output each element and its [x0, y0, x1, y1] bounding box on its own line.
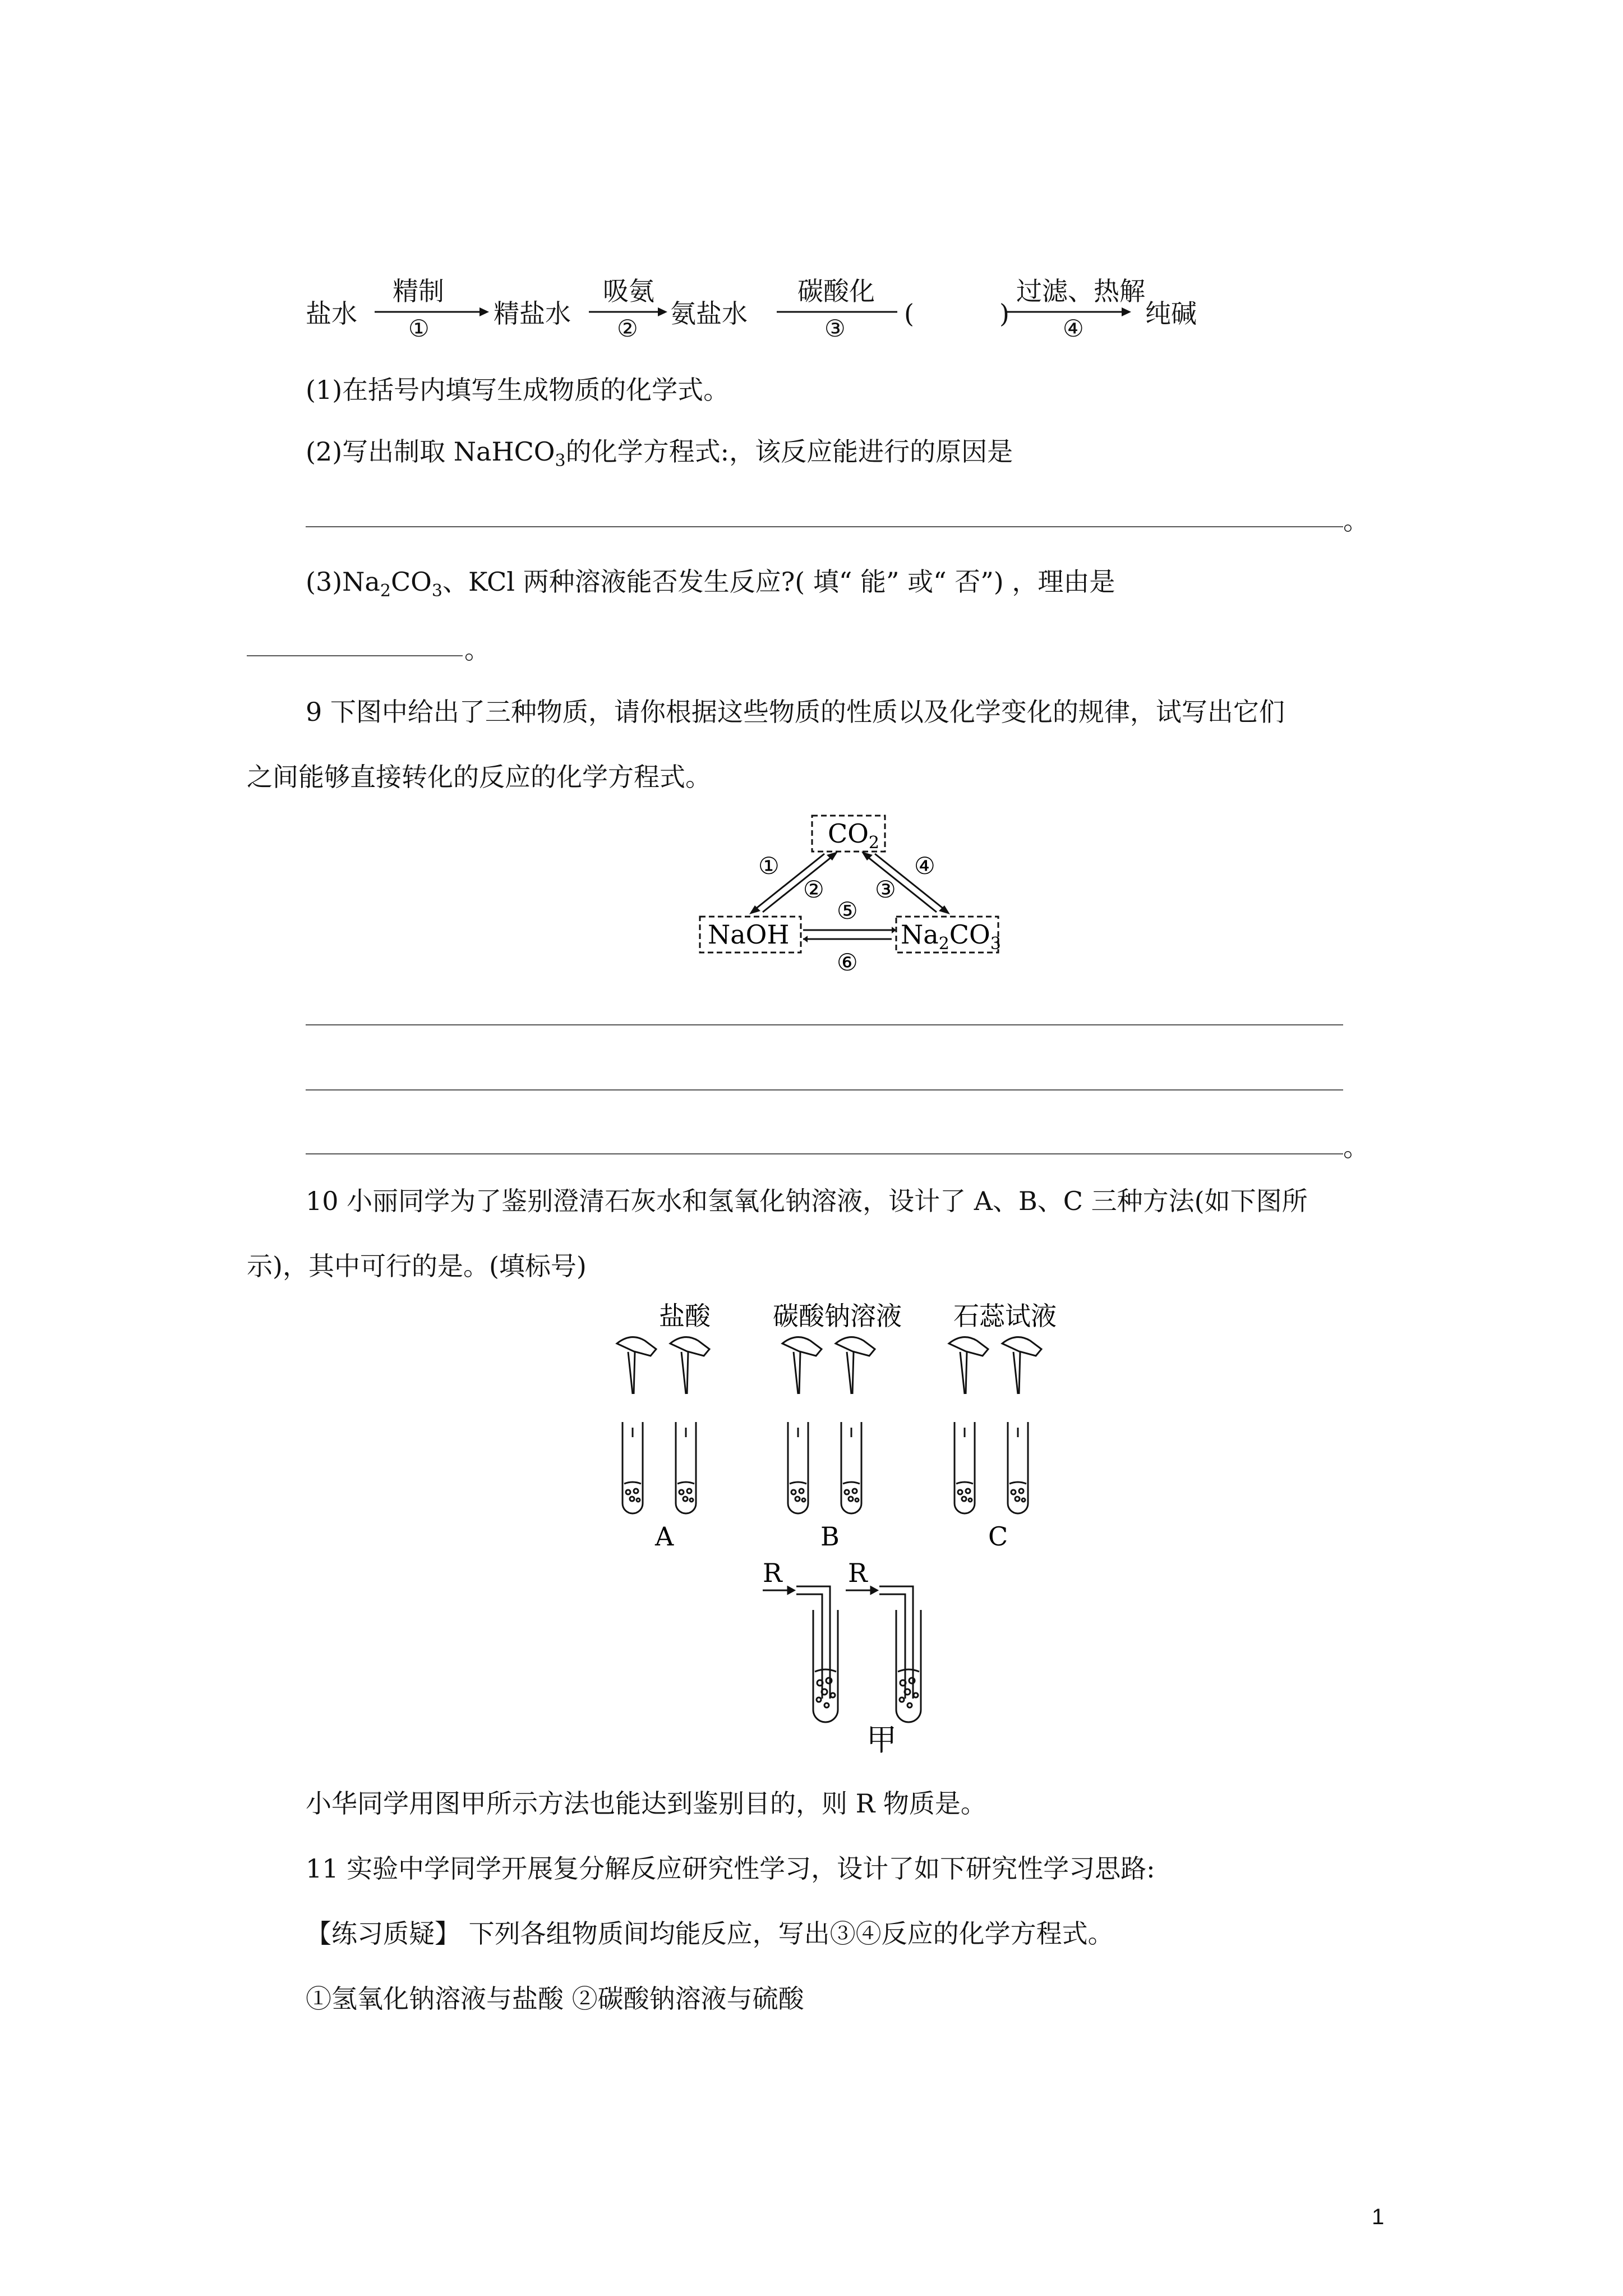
q8-part3 [306, 569, 1115, 600]
q8-part2-text-b: 的化学方程式:，该反应能进行的原因是 [565, 436, 1013, 467]
jia-r-label-2: R [848, 1558, 868, 1588]
flow-step-label-2: 吸氨 [603, 276, 654, 306]
q11-text-line-2: 【练习质疑】 下列各组物质间均能反应，写出③④反应的化学方程式。 [306, 1918, 1114, 1949]
q9-end-mark: 。 [1343, 1132, 1369, 1162]
option-label-b: B [820, 1521, 840, 1552]
q8-part3-text-b: CO [390, 567, 432, 597]
flow-item-brine: 盐水 [306, 298, 357, 329]
flow-step-label-1: 精制 [393, 276, 444, 306]
jia-r-label-1: R [763, 1558, 782, 1588]
q10-text-line-2: 示)，其中可行的是。(填标号) [247, 1251, 587, 1281]
flow-step-num-2: ② [617, 315, 638, 342]
reagent-label-b: 碳酸钠溶液 [773, 1301, 902, 1331]
q11-text-line-3: ①氢氧化钠溶液与盐酸 ②碳酸钠溶液与硫酸 [306, 1984, 804, 2014]
q8-answer-line-2[interactable] [247, 655, 463, 656]
q8-part3-text-c: 、KCl 两种溶液能否发生反应?( 填“ 能” 或“ 否”) ，理由是 [442, 567, 1115, 597]
q9-answer-line-3[interactable] [306, 1153, 1343, 1154]
q8-part3-sub1: 2 [380, 581, 391, 601]
reaction-num-1: ① [758, 852, 780, 880]
q8-part2 [306, 436, 1013, 471]
q9-text-line-1: 9 下图中给出了三种物质，请你根据这些物质的性质以及化学变化的规律，试写出它们 [306, 697, 1285, 727]
q10-test-tubes-figure [0, 1290, 1623, 1757]
co2-label: $CO_2$ [828, 818, 880, 853]
reaction-num-3: ③ [875, 876, 896, 903]
q8-answer-line-1[interactable] [306, 526, 1343, 527]
q10-text-line-1: 10 小丽同学为了鉴别澄清石灰水和氢氧化钠溶液，设计了 A、B、C 三种方法(如下图所 [306, 1186, 1308, 1216]
reaction-num-4: ④ [914, 852, 935, 880]
q8-part2-text-a: (2)写出制取 NaHCO [306, 436, 555, 467]
q9-answer-line-1[interactable] [306, 1024, 1343, 1025]
flow-item-ammonia-brine: 氨盐水 [670, 298, 748, 329]
option-label-c: C [988, 1521, 1008, 1552]
flow-step-num-3: ③ [824, 315, 846, 342]
reaction-num-5: ⑤ [837, 897, 858, 924]
apparatus-jia [763, 1586, 921, 1722]
reaction-num-2: ② [803, 876, 824, 903]
q8-part2-sub: 3 [555, 451, 566, 471]
tube-group-a [617, 1337, 709, 1513]
reaction-num-6: ⑥ [837, 949, 858, 976]
naoh-label: NaOH [708, 919, 790, 950]
q8-end-mark-2: 。 [464, 634, 490, 665]
tube-group-b [782, 1337, 875, 1513]
flow-step-num-1: ① [408, 315, 430, 342]
q8-end-mark-1: 。 [1343, 505, 1369, 536]
q10-text-line-3: 小华同学用图甲所示方法也能达到鉴别目的，则 R 物质是。 [306, 1788, 986, 1819]
flow-step-num-4: ④ [1063, 315, 1084, 342]
q8-part1: (1)在括号内填写生成物质的化学式。 [306, 375, 730, 405]
reagent-label-a: 盐酸 [659, 1301, 711, 1331]
flow-paren-open: ( [904, 298, 914, 329]
jia-figure-label: 甲 [866, 1722, 897, 1757]
q9-text-line-2: 之间能够直接转化的反应的化学方程式。 [247, 762, 711, 792]
option-label-a: A [655, 1521, 674, 1552]
flow-item-refined-brine: 精盐水 [494, 298, 571, 329]
tube-group-c [949, 1337, 1041, 1513]
q9-conversion-diagram [0, 808, 1623, 976]
flow-step-label-4: 过滤、热解 [1016, 276, 1145, 306]
page-number: 1 [1372, 2205, 1385, 2229]
reagent-label-c: 石蕊试液 [953, 1301, 1057, 1331]
flow-step-label-3: 碳酸化 [797, 276, 875, 306]
na2co3-label: $Na_2CO_3$ [901, 919, 1001, 954]
q8-part3-text-a: (3)Na [306, 567, 380, 597]
flow-paren-close: ) [999, 298, 1009, 329]
q9-answer-line-2[interactable] [306, 1089, 1343, 1091]
flow-item-soda-ash: 纯碱 [1145, 298, 1197, 329]
q8-part3-sub2: 3 [431, 581, 442, 601]
q11-text-line-1: 11 实验中学同学开展复分解反应研究性学习，设计了如下研究性学习思路: [306, 1853, 1155, 1884]
